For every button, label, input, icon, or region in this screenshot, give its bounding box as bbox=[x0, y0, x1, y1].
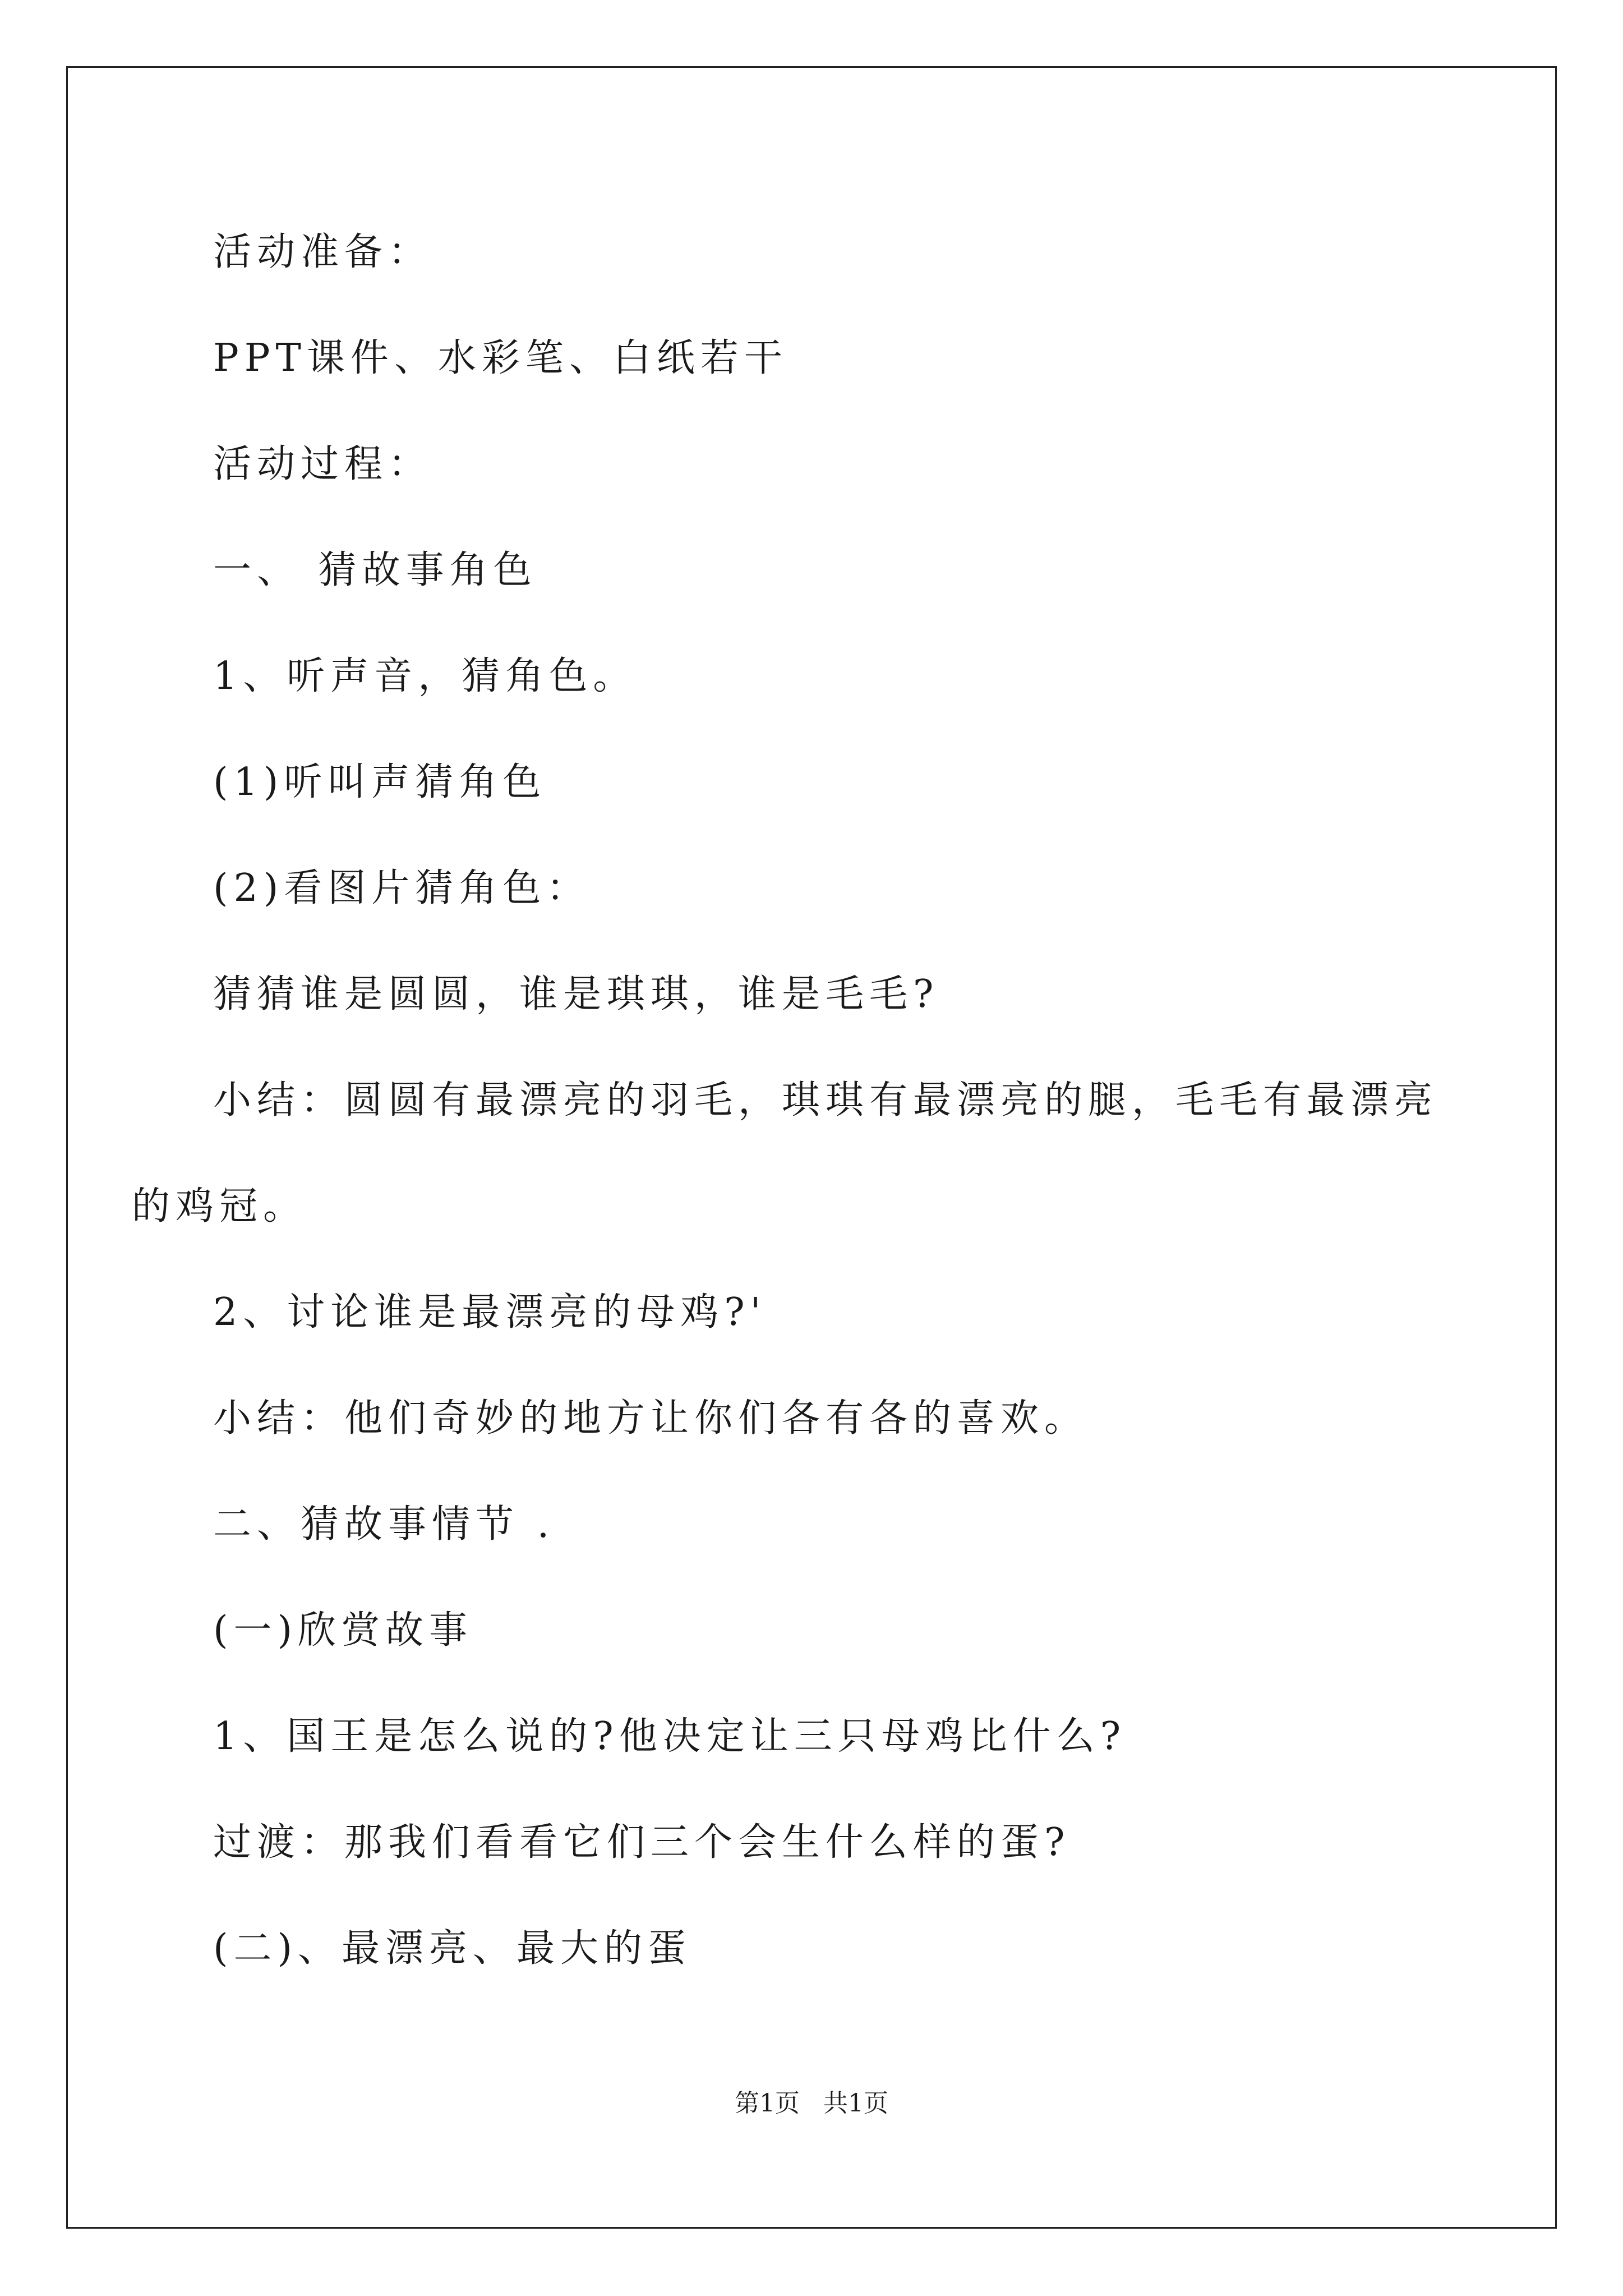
paragraph-line: 过渡：那我们看看它们三个会生什么样的蛋? bbox=[213, 1820, 1071, 1865]
paragraph-line: (一)欣赏故事 bbox=[213, 1608, 473, 1653]
paragraph-line: (1)听叫声猜角色 bbox=[213, 760, 547, 804]
paragraph-line: 活动过程： bbox=[213, 442, 432, 486]
paragraph-line: PPT课件、水彩笔、白纸若干 bbox=[213, 336, 788, 380]
paragraph-line: 活动准备： bbox=[213, 230, 432, 274]
section-heading: 二、猜故事情节 . bbox=[213, 1502, 555, 1547]
page-footer: 第1页 共1页 bbox=[735, 2089, 888, 2118]
paragraph-line: 2、讨论谁是最漂亮的母鸡?' bbox=[213, 1290, 767, 1335]
paragraph-line: (二)、最漂亮、最大的蛋 bbox=[213, 1926, 692, 1971]
paragraph-line: (2)看图片猜角色： bbox=[213, 866, 591, 910]
paragraph-line: 1、国王是怎么说的?他决定让三只母鸡比什么? bbox=[213, 1714, 1127, 1759]
paragraph-line: 1、听声音，猜角色。 bbox=[213, 654, 637, 698]
paragraph-line: 猜猜谁是圆圆，谁是琪琪，谁是毛毛? bbox=[213, 972, 939, 1016]
paragraph-line: 小结：圆圆有最漂亮的羽毛，琪琪有最漂亮的腿，毛毛有最漂亮 bbox=[213, 1078, 1438, 1122]
paragraph-line: 小结：他们奇妙的地方让你们各有各的喜欢。 bbox=[213, 1396, 1089, 1441]
paragraph-line-continued: 的鸡冠。 bbox=[132, 1184, 307, 1228]
section-heading: 一、 猜故事角色 bbox=[213, 548, 537, 592]
